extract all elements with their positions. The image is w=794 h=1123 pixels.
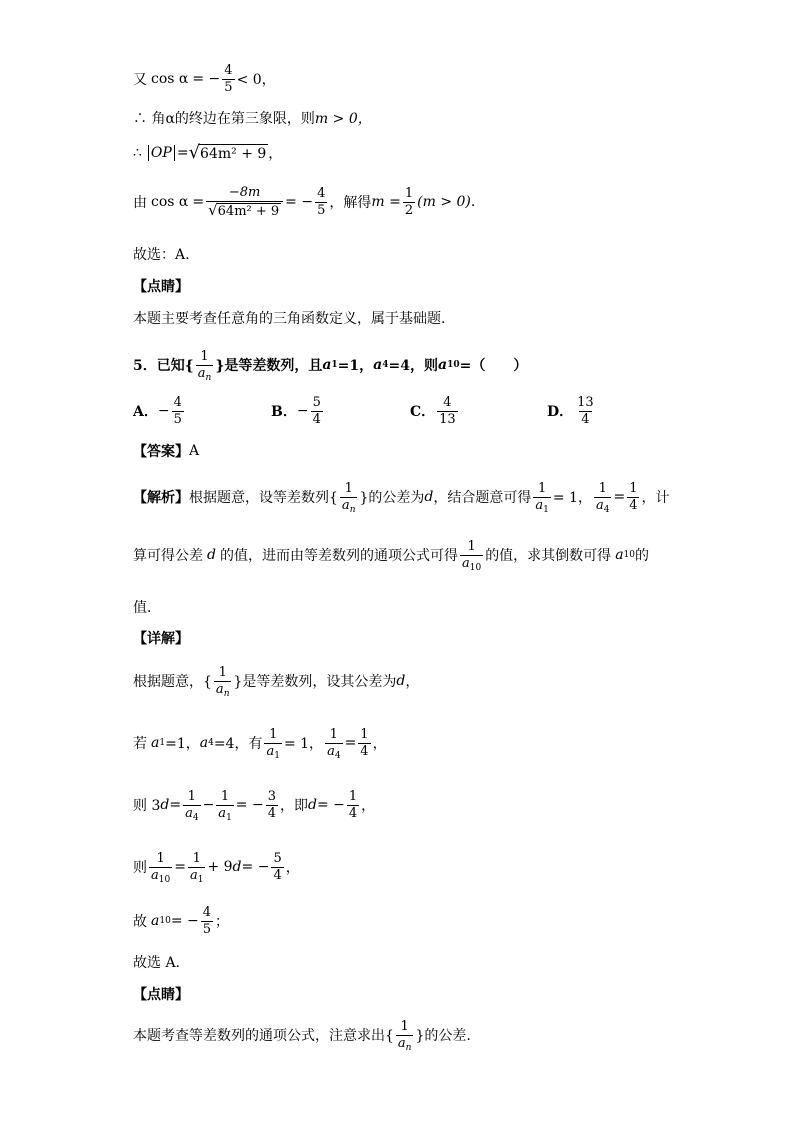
text: ，解得	[329, 195, 372, 212]
text: .	[470, 194, 476, 211]
equals: =	[192, 194, 205, 211]
section-detail	[133, 628, 189, 648]
text: 由	[133, 195, 147, 212]
text: ，	[372, 736, 387, 753]
summary-line-2	[133, 1019, 471, 1053]
section-dianjing-1	[133, 276, 189, 296]
a: a	[151, 913, 160, 930]
radicand: 64m² + 9	[200, 145, 267, 162]
text: =4，则	[388, 358, 438, 375]
section-title: 【点睛】	[133, 279, 189, 295]
fraction-1-a1: $\frac{1}{a_1}$	[218, 789, 232, 823]
text: ，	[268, 145, 283, 162]
line-op-length	[133, 142, 282, 163]
d: d	[396, 673, 406, 690]
d: d	[232, 859, 242, 876]
line-solve-m	[133, 186, 475, 218]
fraction-4-5: $\frac{4}{5}$	[317, 186, 326, 218]
equals-minus: = −	[241, 859, 270, 876]
text: 本题主要考查任意角的三角函数定义，属于基础题.	[133, 311, 446, 327]
cos-alpha: cos α	[151, 194, 189, 211]
text: 则	[133, 860, 147, 877]
therefore-symbol: ∴	[133, 144, 142, 161]
fraction-1-2: $\frac{1}{2}$	[404, 186, 414, 218]
line-summary-1	[133, 308, 445, 328]
text: 则 3	[133, 798, 161, 815]
detail-line-2: 若 a 1 =1， a 4 =4，有 $\frac{1}{a_1}$ = 1， $\frac{1}{a_4}$ = $\frac{1}{4}$ ，	[133, 727, 387, 761]
text: =1，	[165, 736, 200, 753]
answer-tag: 【答案】	[133, 444, 189, 460]
d: d	[160, 797, 170, 814]
text: 的值，求其倒数可得	[485, 548, 612, 565]
analysis-line-2: 算可得公差 d 的值，进而由等差数列的通项公式可得 $\frac{1}{a_{10}}$ 的值，求其倒数可得 a 10 的	[133, 539, 649, 573]
text: 5．已知{	[133, 358, 194, 375]
fraction: $\frac{13}{4}$	[577, 395, 594, 427]
fraction-1-4: $\frac{1}{4}$	[348, 789, 358, 821]
fraction-1-a1: $\frac{1}{a_1}$	[189, 851, 204, 885]
fraction-1-an: $\frac{1}{a_n}$	[341, 481, 356, 515]
text: + 9	[207, 859, 233, 876]
equals-minus: = −	[235, 797, 264, 814]
a: a	[615, 547, 624, 564]
text: = 1，	[283, 736, 324, 753]
text: ，计	[641, 490, 670, 507]
minus: −	[296, 403, 309, 420]
analysis-line-1	[133, 481, 670, 515]
option-label: B．	[271, 404, 297, 421]
text: ，	[405, 674, 420, 691]
equals: =	[176, 144, 189, 161]
detail-line-3	[133, 789, 376, 823]
m-condition: m > 0，	[314, 111, 372, 127]
section-title: 【点睛】	[133, 987, 189, 1003]
text: 的值，进而由等差数列的通项公式可得	[219, 548, 458, 565]
option-label: C．	[410, 404, 436, 421]
line-answer-a	[133, 244, 190, 264]
text: =4，有	[213, 736, 263, 753]
a: a	[437, 357, 448, 374]
fraction-1-a1: $\frac{1}{a_1}$	[266, 727, 280, 761]
question-5: 5．已知{ $\frac{1}{a_n}$ }是等差数列，且 a 1 =1， a 4 =4，则 a 10 =（ ）	[133, 349, 528, 383]
a: a	[151, 735, 160, 752]
text: 故选：A.	[133, 247, 190, 263]
fraction-1-a4: $\frac{1}{a_4}$	[327, 727, 341, 761]
text: }是等差数列，设其公差为	[233, 674, 397, 691]
text: =（ ）	[459, 358, 528, 375]
text: 故	[133, 914, 147, 931]
fraction: $\frac{4}{13}$	[439, 395, 456, 427]
equals: =	[169, 797, 182, 814]
option-b	[271, 396, 325, 426]
d: d	[424, 489, 434, 506]
line-answer	[133, 441, 199, 461]
detail-line-6	[133, 952, 180, 972]
fraction-1-a4: $\frac{1}{a_4}$	[185, 789, 199, 823]
text: ，	[361, 798, 376, 815]
cos-alpha: cos α	[151, 71, 189, 88]
text: 本题考查等差数列的通项公式，注意求出{	[133, 1028, 394, 1045]
fraction-1-4: $\frac{1}{4}$	[629, 481, 638, 513]
text: 又	[133, 72, 147, 89]
equals: =	[174, 859, 186, 876]
d: d	[308, 797, 317, 814]
fraction-8m-sqrt: −8m √ 64m² + 9	[206, 186, 283, 218]
text: }的公差.	[415, 1028, 471, 1045]
fraction-5-4: $\frac{5}{4}$	[273, 851, 282, 883]
radicand: 64m² + 9	[217, 203, 280, 219]
option-label: A．	[133, 404, 158, 421]
line-cos-negative	[133, 64, 276, 94]
text: ，结合题意可得	[433, 490, 532, 507]
text: 算可得公差	[133, 548, 203, 565]
text: ，	[285, 860, 300, 877]
option-label: D．	[547, 404, 574, 421]
section-title: 【详解】	[133, 631, 189, 647]
text: }的公差为	[359, 490, 425, 507]
text: 根据题意，{	[133, 674, 212, 691]
fraction-1-a1: $\frac{1}{a_1}$	[535, 481, 549, 515]
section-dianjing-2	[133, 984, 189, 1004]
m-equals: m =	[371, 194, 401, 211]
equals-minus: = −	[192, 71, 221, 88]
equals-minus: = −	[316, 797, 345, 814]
fraction-1-a10: $\frac{1}{a_{10}}$	[151, 851, 171, 885]
fraction-1-an: $\frac{1}{a_n}$	[215, 665, 230, 699]
fraction-1-a10: $\frac{1}{a_{10}}$	[461, 539, 482, 573]
sqrt-expression: √ 64m² + 9	[188, 142, 267, 163]
fraction-1-an: $\frac{1}{a_n}$	[197, 349, 212, 383]
text: ，即	[280, 798, 308, 815]
fraction-4-5: $\frac{4}{5}$	[202, 905, 212, 937]
fraction: $\frac{4}{5}$	[173, 395, 182, 427]
text: 故选 A.	[133, 955, 181, 971]
minus: −	[202, 797, 215, 814]
d: d	[207, 547, 216, 564]
text: = 1，	[552, 490, 592, 507]
option-a	[133, 396, 186, 426]
detail-line-5: 故 a 10 = − $\frac{4}{5}$ ；	[133, 905, 230, 937]
text: 的	[635, 548, 649, 565]
text: 值.	[133, 600, 152, 616]
m-condition: (m > 0)	[417, 194, 471, 211]
equals-minus: = −	[285, 194, 314, 211]
a: a	[322, 357, 332, 374]
text: =1，	[337, 358, 374, 375]
fraction-1-an: $\frac{1}{a_n}$	[397, 1019, 412, 1053]
text: ∴ 角α的终边在第三象限，则	[133, 111, 315, 127]
text: < 0，	[236, 72, 276, 89]
a: a	[199, 735, 209, 752]
analysis-tag: 【解析】	[133, 490, 189, 507]
analysis-line-3	[133, 597, 151, 617]
text: 根据题意，设等差数列{	[189, 490, 338, 507]
minus: −	[157, 403, 170, 420]
option-d	[547, 396, 598, 426]
line-third-quadrant	[133, 108, 372, 128]
detail-line-4	[133, 851, 300, 885]
text: 若	[133, 736, 147, 753]
text: }是等差数列，且	[215, 358, 323, 375]
equals-minus: = −	[170, 913, 199, 930]
detail-line-1	[133, 665, 420, 699]
a: a	[373, 357, 383, 374]
text: ；	[215, 914, 230, 931]
fraction-1-a4: $\frac{1}{a_4}$	[595, 481, 610, 515]
fraction-3-4: $\frac{3}{4}$	[267, 789, 276, 821]
answer-value: A	[189, 443, 200, 459]
fraction-4-5: $\frac{4}{5}$	[224, 63, 233, 95]
op-abs: OP	[148, 145, 175, 161]
fraction: $\frac{5}{4}$	[312, 395, 321, 427]
equals: =	[344, 735, 357, 752]
option-c	[410, 396, 460, 426]
fraction-1-4: $\frac{1}{4}$	[360, 727, 369, 759]
equals: =	[613, 489, 626, 506]
